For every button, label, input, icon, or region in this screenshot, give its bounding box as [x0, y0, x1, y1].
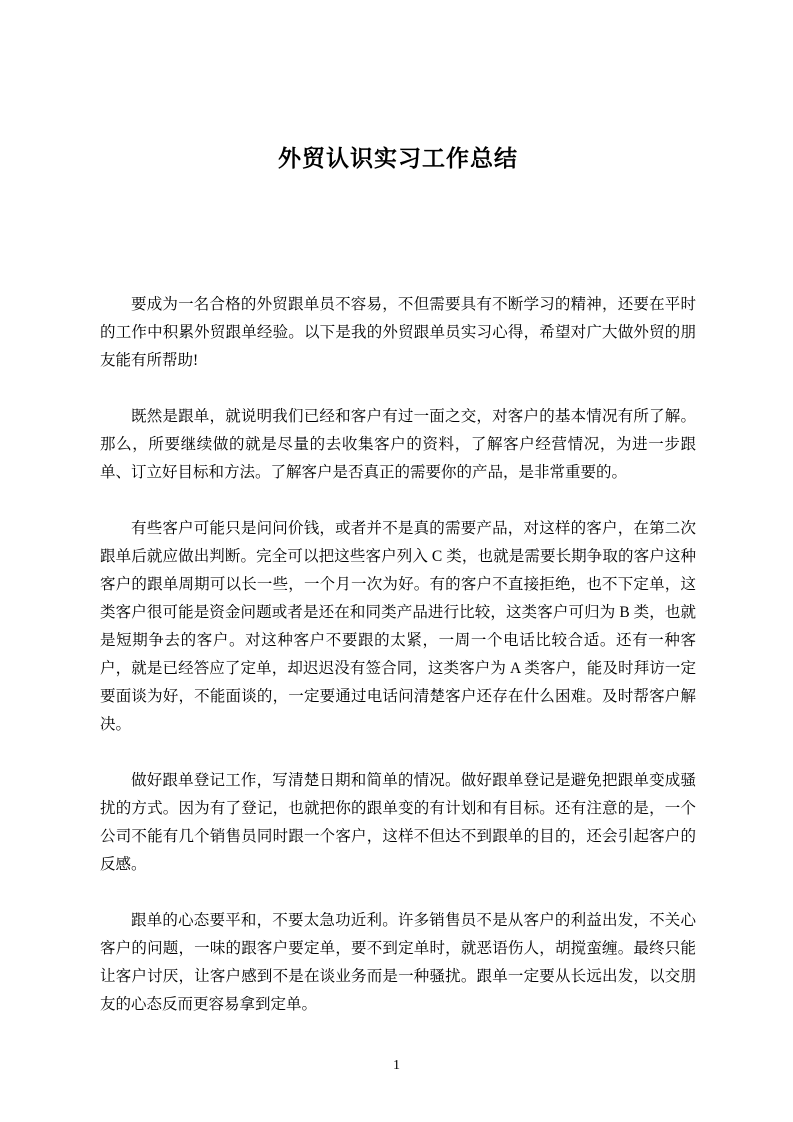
document-content [100, 0, 696, 1047]
document-body [100, 291, 696, 1019]
paragraph: 既然是跟单，就说明我们已经和客户有过一面之交，对客户的基本情况有所了解。那么，所要继续做的就是尽量的去收集客户的资料，了解客户经营情况，为进一步跟单、订立好目标和方法。了解客户是否真正的需要你的产品，是非常重要的。 [100, 408, 696, 481]
document-title: 外贸认识实习工作总结 [278, 145, 518, 171]
page-number: 1 [393, 1058, 400, 1073]
paragraph: 有些客户可能只是问问价钱，或者并不是真的需要产品，对这样的客户，在第二次跟单后就应做出判断。完全可以把这些客户列入 C 类，也就是需要长期争取的客户这种客户的跟单周期可以长一些，一个月一次为好。有的客户不直接拒绝，也不下定单，这类客户很可能是资金问题或者是还在和同类产品进行比较，这类客户可归为 B 类，也就是短期争去的客户。对这种客户不要跟的太紧，一周一个电话比较合适。还有一种客户，就是已经答应了定单，却迟迟没有签合同，这类客户为 A 类客户，能及时拜访一定要面谈为好，不能面谈的，一定要通过电话问清楚客户还存在什么困难。及时帮客户解决。 [100, 520, 696, 733]
paragraph: 跟单的心态要平和，不要太急功近利。许多销售员不是从客户的利益出发，不关心客户的问题，一味的跟客户要定单，要不到定单时，就恶语伤人，胡搅蛮缠。最终只能让客户讨厌，让客户感到不是在谈业务而是一种骚扰。跟单一定要从长远出发，以交朋友的心态反而更容易拿到定单。 [100, 912, 696, 1013]
paragraph: 做好跟单登记工作，写清楚日期和简单的情况。做好跟单登记是避免把跟单变成骚扰的方式。因为有了登记，也就把你的跟单变的有计划和有目标。还有注意的是，一个公司不能有几个销售员同时跟一个客户，这样不但达不到跟单的目的，还会引起客户的反感。 [100, 772, 696, 873]
paragraph: 要成为一名合格的外贸跟单员不容易，不但需要具有不断学习的精神，还要在平时的工作中积累外贸跟单经验。以下是我的外贸跟单员实习心得，希望对广大做外贸的朋友能有所帮助! [100, 296, 696, 369]
